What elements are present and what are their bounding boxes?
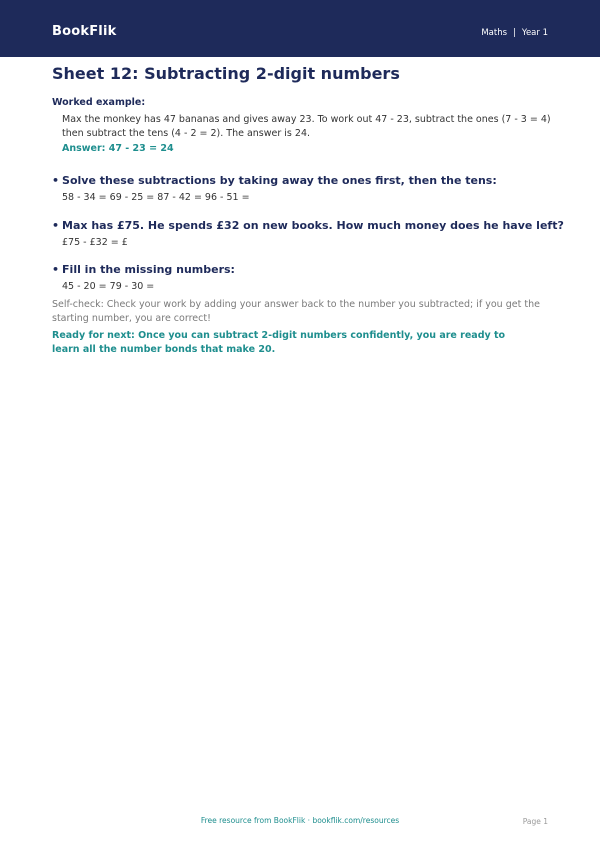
- question-2-heading: [52, 219, 564, 232]
- worked-example-label: Worked example:: [52, 97, 146, 108]
- bullet-icon: •: [52, 263, 60, 276]
- page-title: Sheet 12: Subtracting 2-digit numbers: [52, 64, 400, 83]
- bullet-icon: •: [52, 174, 60, 187]
- footer-link[interactable]: Free resource from BookFlik · bookflik.com/resources: [200, 816, 400, 825]
- question-2-text: Max has £75. He spends £32 on new books. How much money does he have left?: [62, 219, 564, 232]
- meta-separator: |: [513, 28, 516, 38]
- question-3-body: 45 - 20 = 79 - 30 =: [62, 281, 155, 292]
- question-1-text: Solve these subtractions by taking away the ones first, then the tens:: [62, 174, 497, 187]
- header-bar: [0, 0, 600, 57]
- bullet-icon: •: [52, 219, 60, 232]
- level-label: Year 1: [521, 28, 548, 38]
- question-3-text: Fill in the missing numbers:: [62, 263, 235, 276]
- page-number: Page 1: [522, 817, 548, 826]
- ready-for-next-note: Ready for next: Once you can subtract 2-digit numbers confidently, you are ready to learn all the number bonds that make 20.: [52, 330, 506, 355]
- brand-logo-text: BookFlik: [52, 24, 117, 39]
- question-1-body: 58 - 34 = 69 - 25 = 87 - 42 = 96 - 51 =: [62, 192, 250, 203]
- subject-label: Maths: [481, 28, 508, 38]
- question-1-heading: [52, 174, 497, 187]
- header-meta: [481, 28, 548, 38]
- worked-example-answer: Answer: 47 - 23 = 24: [62, 143, 174, 154]
- worked-example-text: Max the monkey has 47 bananas and gives away 23. To work out 47 - 23, subtract the ones (7 - 3 = 4) then subtract the tens (4 - 2 = 2). The answer is 24.: [62, 114, 551, 139]
- question-2-body: £75 - £32 = £: [62, 237, 128, 248]
- self-check-note: Self-check: Check your work by adding your answer back to the number you subtracted; if you get the starting number, you are correct!: [52, 299, 540, 324]
- question-3-heading: [52, 263, 235, 276]
